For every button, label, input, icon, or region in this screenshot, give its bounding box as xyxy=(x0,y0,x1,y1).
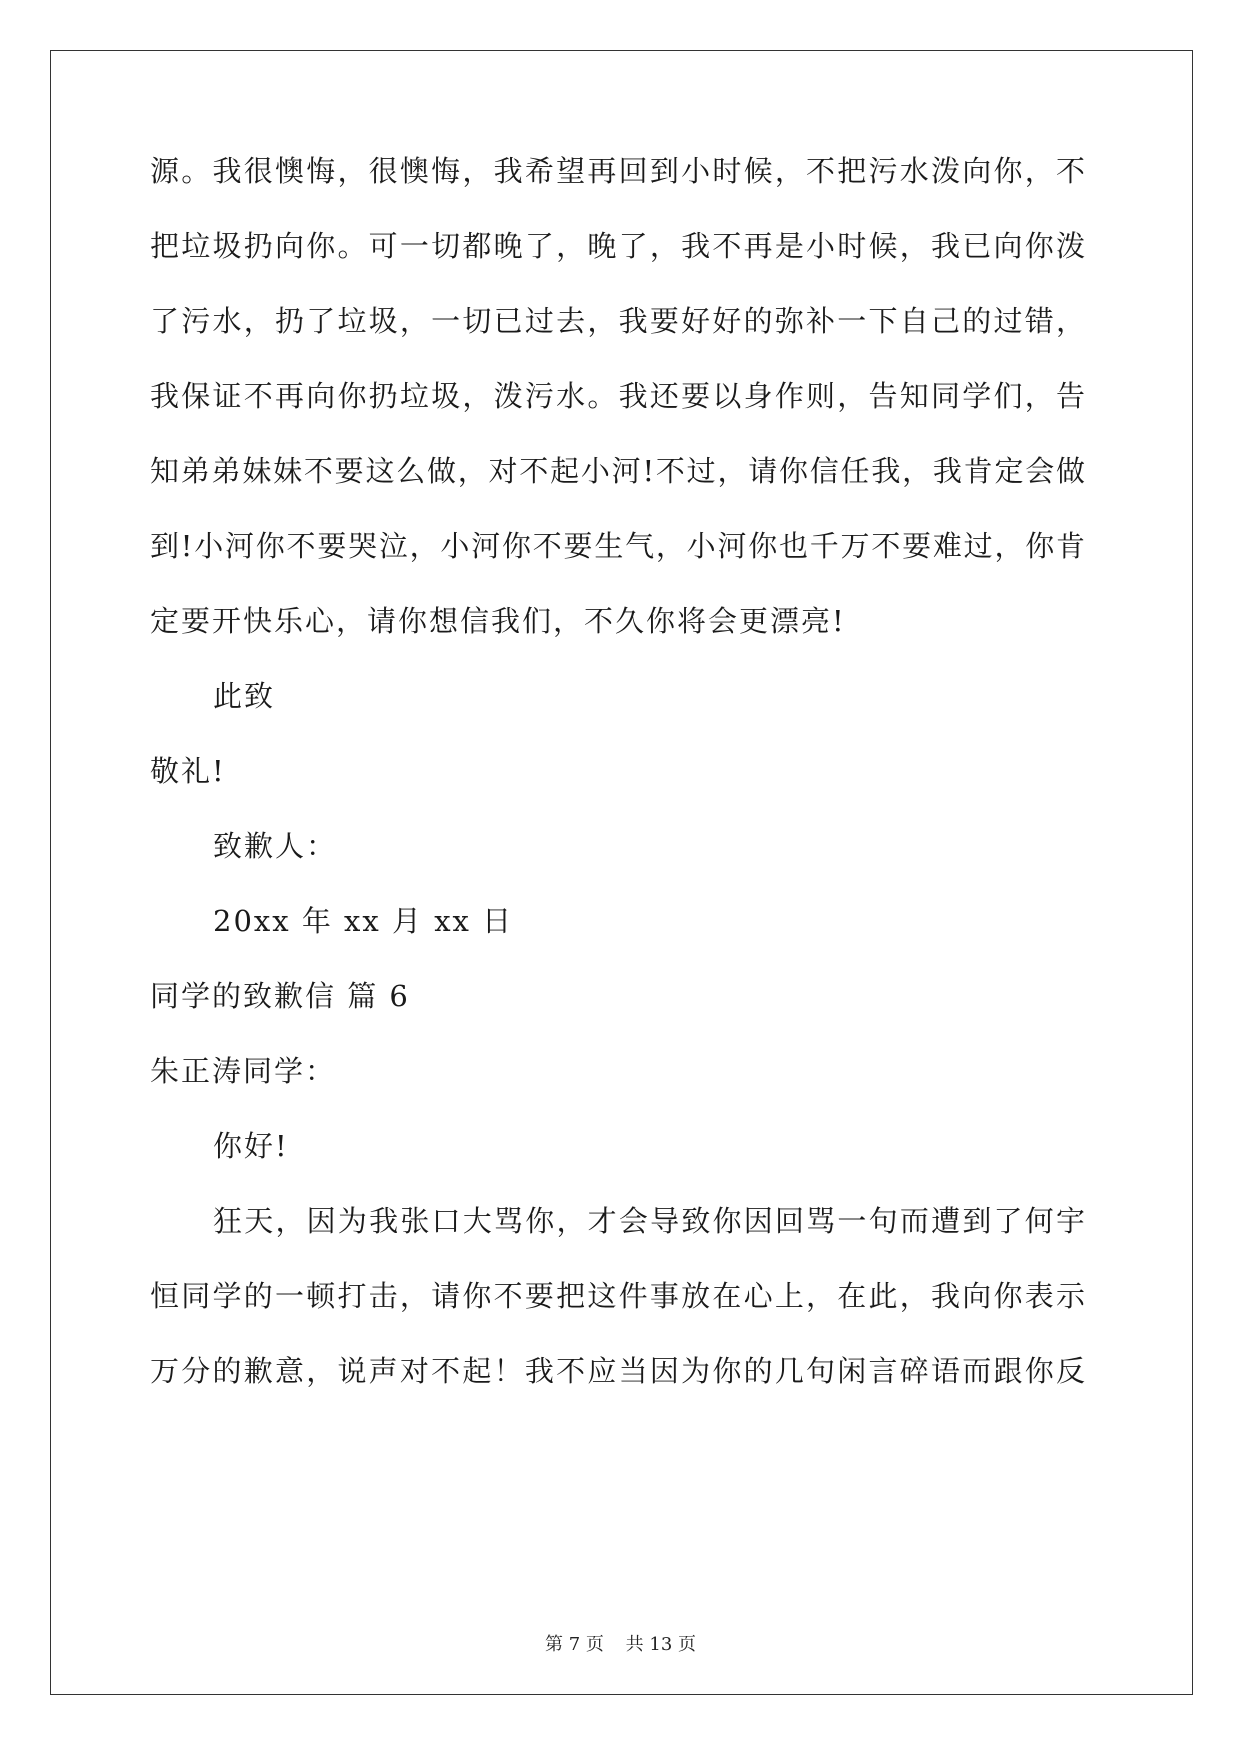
date-line: 20xx 年 xx 月 xx 日 xyxy=(213,904,514,938)
page-border xyxy=(50,50,1193,1695)
body-line-2: 把垃圾扔向你。可一切都晚了，晚了，我不再是小时候，我已向你泼 xyxy=(150,229,1085,263)
body-line-8: 狂天，因为我张口大骂你，才会导致你因回骂一句而遭到了何宇 xyxy=(213,1204,1085,1238)
body-line-4: 我保证不再向你扔垃圾，泼污水。我还要以身作则，告知同学们，告 xyxy=(150,379,1085,413)
section-heading: 同学的致歉信 篇 6 xyxy=(150,979,410,1013)
body-line-3: 了污水，扔了垃圾，一切已过去，我要好好的弥补一下自己的过错， xyxy=(150,304,1085,338)
page-number: 第 7 页 xyxy=(545,1634,604,1655)
greeting-line: 你好! xyxy=(213,1129,289,1163)
body-line-7: 定要开快乐心，请你想信我们，不久你将会更漂亮! xyxy=(150,604,846,638)
page-footer xyxy=(0,1634,1241,1656)
body-line-9: 恒同学的一顿打击，请你不要把这件事放在心上，在此，我向你表示 xyxy=(150,1279,1085,1313)
recipient-line: 朱正涛同学： xyxy=(150,1054,337,1088)
body-line-6: 到!小河你不要哭泣，小河你不要生气，小河你也千万不要难过，你肯 xyxy=(150,529,1085,563)
body-line-10: 万分的歉意，说声对不起！我不应当因为你的几句闲言碎语而跟你反 xyxy=(150,1354,1085,1388)
body-line-5: 知弟弟妹妹不要这么做，对不起小河!不过，请你信任我，我肯定会做 xyxy=(150,454,1085,488)
closing-salutation: 此致 xyxy=(213,679,276,713)
body-line-1: 源。我很懊悔，很懊悔，我希望再回到小时候，不把污水泼向你，不 xyxy=(150,154,1085,188)
signature-label: 致歉人： xyxy=(213,829,338,863)
closing-regards: 敬礼! xyxy=(150,754,226,788)
page-total: 共 13 页 xyxy=(625,1634,696,1655)
